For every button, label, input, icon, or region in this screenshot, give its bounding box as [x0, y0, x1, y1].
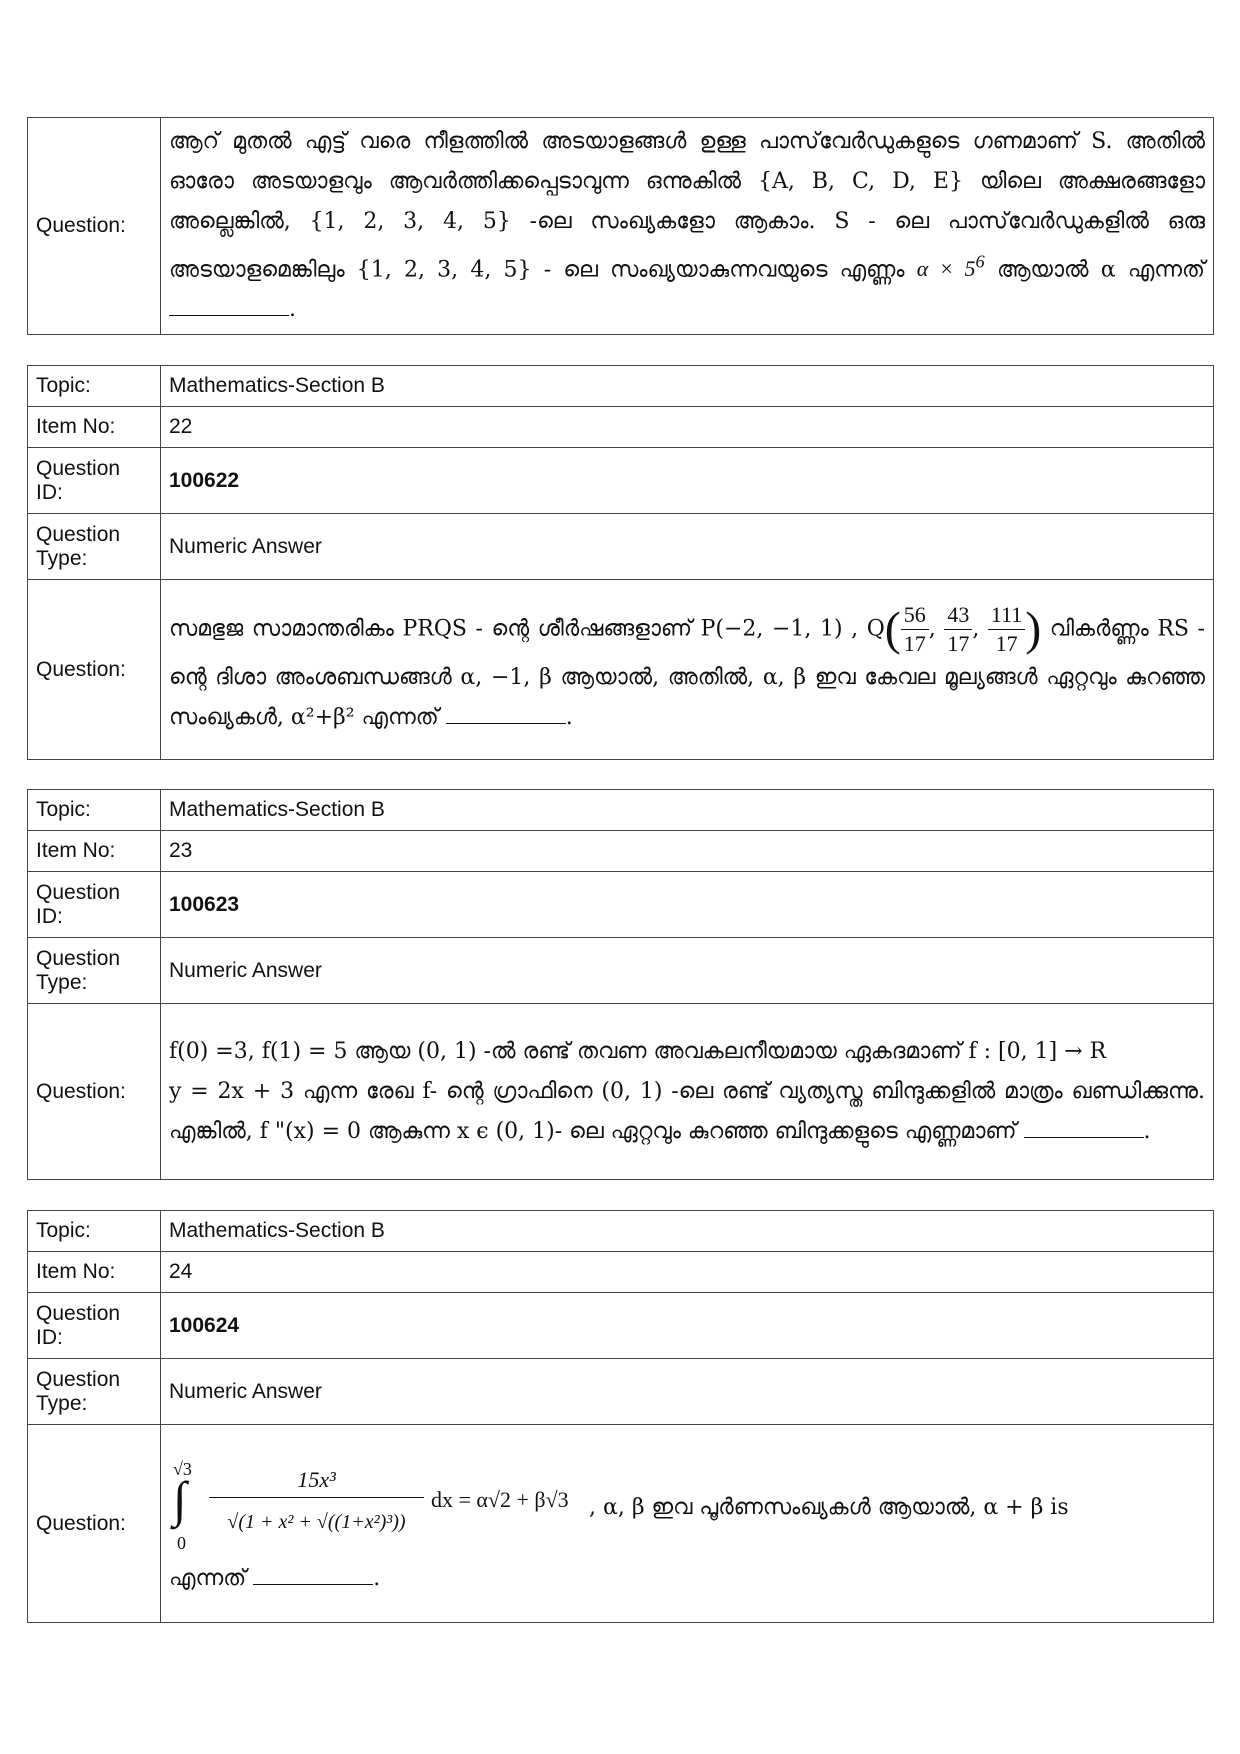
topic-label: Topic:	[28, 790, 161, 831]
item-no-value: 24	[161, 1252, 1214, 1293]
answer-blank	[446, 722, 566, 724]
item-no-value: 23	[161, 831, 1214, 872]
question-type-value: Numeric Answer	[161, 938, 1214, 1004]
question-block-22	[27, 365, 1214, 760]
question-type-label: Question Type:	[28, 514, 161, 580]
question-text: സമഭുജ സാമാന്തരികം PRQS - ന്റെ ശീർഷങ്ങളാണ് P(−2, −1, 1) , Q( $\frac{56}{17}$ , $\frac{43}{17}$ , $\frac{111}{17}$ ) വികർണ്ണം RS - ന്റെ ദിശാ അംശബന്ധങ്ങൾ α, −1, β ആയാൽ, അതിൽ, α, β ഇവ കേവല മൂല്യങ്ങൾ ഏറ്റവും കുറഞ്ഞ സംഖ്യകൾ, α²+β² എന്നത് .	[161, 580, 1214, 760]
fraction-3: $\frac{111}{17}$	[988, 601, 1025, 658]
integral-upper-limit: √3	[173, 1458, 192, 1479]
question-label: Question:	[28, 1425, 161, 1623]
integral-denominator: √(1 + x² + √((1+x²)³))	[227, 1510, 406, 1533]
integral-lower-limit: 0	[177, 1532, 186, 1553]
item-no-label: Item No:	[28, 407, 161, 448]
question-block-23	[27, 789, 1214, 1180]
question-text-part-1: സമഭുജ സാമാന്തരികം PRQS - ന്റെ ശീർഷങ്ങളാണ് P(−2, −1, 1) , Q	[169, 616, 885, 642]
topic-label: Topic:	[28, 1211, 161, 1252]
question-type-value: Numeric Answer	[161, 1359, 1214, 1425]
question-text-part-2: വികർണ്ണം RS - ന്റെ ദിശാ അംശബന്ധങ്ങൾ α, −1, β ആയാൽ, അതിൽ, α, β ഇവ കേവല മൂല്യങ്ങൾ ഏറ്റവും കുറഞ്ഞ സംഖ്യകൾ, α²+β² എന്നത്	[169, 616, 1205, 730]
topic-value: Mathematics-Section B	[161, 790, 1214, 831]
question-block-24	[27, 1210, 1214, 1623]
integral-numerator: 15x³	[209, 1463, 424, 1498]
item-no-value: 22	[161, 407, 1214, 448]
question-math: $\alpha \times 5^6$	[916, 251, 985, 282]
question-label: Question:	[28, 118, 161, 335]
question-text: f(0) =3, f(1) = 5 ആയ (0, 1) -ൽ രണ്ട് തവണ അവകലനീയമായ ഏകദമാണ് f : [0, 1] → R y = 2x + 3 എന്ന രേഖ f- ന്റെ ഗ്രാഫിനെ (0, 1) -ലെ രണ്ട് വ്യത്യസ്ത ബിന്ദുക്കളിൽ മാത്രം ഖണ്ഡിക്കുന്നു. എങ്കിൽ, f "(x) = 0 ആകുന്ന x ϵ (0, 1)- ലെ ഏറ്റവും കുറഞ്ഞ ബിന്ദുക്കളുടെ എണ്ണമാണ് .	[161, 1004, 1214, 1180]
integral-sign: ∫	[173, 1470, 187, 1527]
item-no-label: Item No:	[28, 1252, 161, 1293]
topic-label: Topic:	[28, 366, 161, 407]
topic-value: Mathematics-Section B	[161, 366, 1214, 407]
question-type-value: Numeric Answer	[161, 514, 1214, 580]
question-text-part-1: ആറ് മുതൽ എട്ട് വരെ നീളത്തിൽ അടയാളങ്ങൾ ഉള്ള പാസ്‌വേർഡുകളുടെ ഗണമാണ് S. അതിൽ ഓരോ അടയാളവും ആവർത്തിക്കപ്പെടാവുന്ന ഒന്നുകിൽ {A, B, C, D, E} യിലെ അക്ഷരങ്ങളോ അല്ലെങ്കിൽ, {1, 2, 3, 4, 5} -ലെ സംഖ്യകളോ ആകാം. S - ലെ പാസ്‌വേർഡുകളിൽ ഒരു അടയാളമെങ്കിലും {1, 2, 3, 4, 5} - ലെ സംഖ്യയാകുന്നവയുടെ എണ്ണം	[169, 128, 1205, 283]
question-text-part-1: f(0) =3, f(1) = 5 ആയ (0, 1) -ൽ രണ്ട് തവണ അവകലനീയമായ ഏകദമാണ് f : [0, 1] → R	[169, 1038, 1107, 1064]
question-id-label: Question ID:	[28, 872, 161, 938]
question-text-part-2: എന്നത്	[169, 1565, 247, 1591]
integral-expression	[169, 1453, 589, 1563]
question-text-part-1: , α, β ഇവ പൂർണസംഖ്യകൾ ആയാൽ, α + β is	[589, 1494, 1069, 1520]
question-id-value: 100624	[161, 1293, 1214, 1359]
question-id-value: 100622	[161, 448, 1214, 514]
question-text: ആറ് മുതൽ എട്ട് വരെ നീളത്തിൽ അടയാളങ്ങൾ ഉള്ള പാസ്‌വേർഡുകളുടെ ഗണമാണ് S. അതിൽ ഓരോ അടയാളവും ആവർത്തിക്കപ്പെടാവുന്ന ഒന്നുകിൽ {A, B, C, D, E} യിലെ അക്ഷരങ്ങളോ അല്ലെങ്കിൽ, {1, 2, 3, 4, 5} -ലെ സംഖ്യകളോ ആകാം. S - ലെ പാസ്‌വേർഡുകളിൽ ഒരു അടയാളമെങ്കിലും {1, 2, 3, 4, 5} - ലെ സംഖ്യയാകുന്നവയുടെ എണ്ണം $\alpha \times 5^6$ ആയാൽ α എന്നത് .	[161, 118, 1214, 335]
topic-value: Mathematics-Section B	[161, 1211, 1214, 1252]
question-type-label: Question Type:	[28, 1359, 161, 1425]
question-label: Question:	[28, 1004, 161, 1180]
question-id-value: 100623	[161, 872, 1214, 938]
fraction-1: $\frac{56}{17}$	[901, 601, 929, 658]
question-text: √3 ∫ 0 15x³ √(1 + x² + √((1+x²)³)) dx = α√2 + β√3 , α, β ഇവ പൂർണസംഖ്യകൾ ആയാൽ, α + β is എന്നത് .	[161, 1425, 1214, 1623]
item-no-label: Item No:	[28, 831, 161, 872]
fraction-2: $\frac{43}{17}$	[944, 601, 972, 658]
question-id-label: Question ID:	[28, 448, 161, 514]
question-text-part-2: y = 2x + 3 എന്ന രേഖ f- ന്റെ ഗ്രാഫിനെ (0, 1) -ലെ രണ്ട് വ്യത്യസ്ത ബിന്ദുക്കളിൽ മാത്രം ഖണ്ഡിക്കുന്നു. എങ്കിൽ, f "(x) = 0 ആകുന്ന x ϵ (0, 1)- ലെ ഏറ്റവും കുറഞ്ഞ ബിന്ദുക്കളുടെ എണ്ണമാണ്	[169, 1078, 1205, 1144]
answer-blank	[253, 1583, 373, 1585]
question-type-label: Question Type:	[28, 938, 161, 1004]
answer-blank	[1024, 1136, 1144, 1138]
question-id-label: Question ID:	[28, 1293, 161, 1359]
answer-blank	[169, 314, 289, 316]
question-text-part-2: ആയാൽ α എന്നത്	[996, 257, 1205, 283]
question-label: Question:	[28, 580, 161, 760]
integral-rhs: dx = α√2 + β√3	[431, 1486, 569, 1512]
question-block-21	[27, 117, 1214, 335]
